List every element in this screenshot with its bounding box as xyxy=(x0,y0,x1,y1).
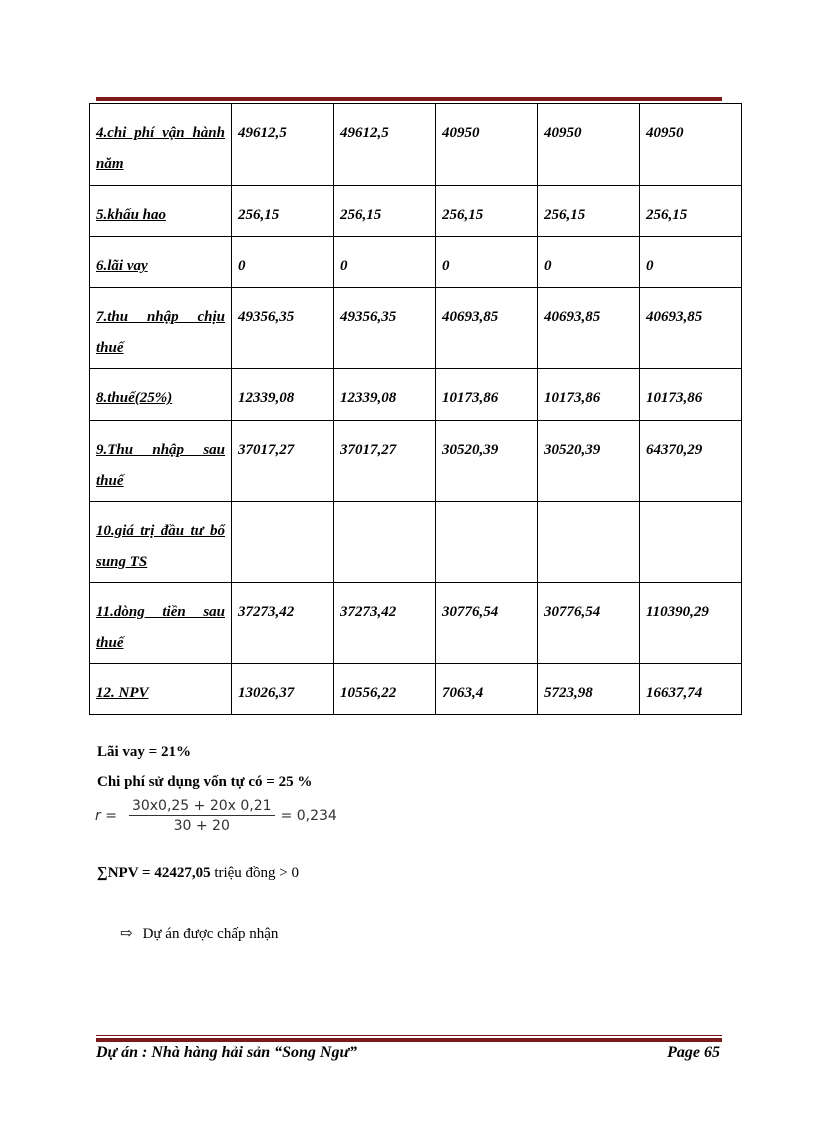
npv-suffix: triệu đồng > 0 xyxy=(210,865,300,881)
value-cell: 49356,35 xyxy=(232,288,334,369)
equity-cost-text: Chi phí sử dụng vốn tự có = 25 % xyxy=(97,774,313,790)
value-cell: 256,15 xyxy=(334,186,436,237)
table-row xyxy=(90,288,742,369)
row-label-cell xyxy=(90,237,232,288)
table-row xyxy=(90,186,742,237)
row-label-cell xyxy=(90,288,232,369)
value-cell: 10173,86 xyxy=(538,369,640,421)
row-label: 5.khấu hao xyxy=(96,207,167,223)
interest-rate-text: Lãi vay = 21% xyxy=(97,744,191,760)
table-row xyxy=(90,237,742,288)
value-cell: 10173,86 xyxy=(436,369,538,421)
value-cell: 256,15 xyxy=(436,186,538,237)
value-cell: 40693,85 xyxy=(640,288,742,369)
npv-prefix: ∑NPV = xyxy=(97,865,155,881)
conclusion-text: Dự án được chấp nhận xyxy=(142,926,279,942)
value-cell: 256,15 xyxy=(640,186,742,237)
row-label-cell xyxy=(90,664,232,715)
formula-result: = 0,234 xyxy=(280,808,337,824)
row-label: 4.chi phí vận hành năm xyxy=(96,125,225,172)
row-label: 8.thuế(25%) xyxy=(96,390,173,406)
formula-numerator: 30x0,25 + 20x 0,21 xyxy=(129,798,275,816)
value-cell: 37273,42 xyxy=(232,583,334,664)
page-number: Page 65 xyxy=(667,1044,720,1061)
value-cell: 13026,37 xyxy=(232,664,334,715)
table-row xyxy=(90,583,742,664)
table-row xyxy=(90,502,742,583)
arrow-icon: ⇨ xyxy=(120,926,133,942)
row-label: 9.Thu nhập sau thuế xyxy=(96,442,225,489)
value-cell: 12339,08 xyxy=(232,369,334,421)
row-label: 12. NPV xyxy=(96,685,149,701)
value-cell: 49612,5 xyxy=(232,104,334,186)
row-label: 10.giá trị đầu tư bổ sung TS xyxy=(96,523,225,570)
value-cell xyxy=(436,502,538,583)
row-label: 11.dòng tiền sau thuế xyxy=(96,604,225,651)
value-cell: 0 xyxy=(640,237,742,288)
value-cell: 30776,54 xyxy=(538,583,640,664)
value-cell: 30776,54 xyxy=(436,583,538,664)
value-cell: 40693,85 xyxy=(436,288,538,369)
row-label-cell xyxy=(90,186,232,237)
formula-fraction xyxy=(129,798,275,834)
value-cell: 0 xyxy=(232,237,334,288)
value-cell: 40693,85 xyxy=(538,288,640,369)
conclusion-line xyxy=(120,924,278,943)
value-cell: 0 xyxy=(538,237,640,288)
row-label-cell xyxy=(90,104,232,186)
value-cell: 37017,27 xyxy=(334,421,436,502)
value-cell xyxy=(640,502,742,583)
value-cell: 40950 xyxy=(436,104,538,186)
value-cell: 37017,27 xyxy=(232,421,334,502)
value-cell: 10173,86 xyxy=(640,369,742,421)
value-cell: 40950 xyxy=(640,104,742,186)
value-cell: 37273,42 xyxy=(334,583,436,664)
cash-flow-table xyxy=(89,103,742,715)
value-cell xyxy=(232,502,334,583)
value-cell: 64370,29 xyxy=(640,421,742,502)
value-cell: 16637,74 xyxy=(640,664,742,715)
row-label: 7.thu nhập chịu thuế xyxy=(96,309,225,356)
table-row xyxy=(90,104,742,186)
npv-value: 42427,05 xyxy=(154,865,211,881)
table-row xyxy=(90,421,742,502)
value-cell: 5723,98 xyxy=(538,664,640,715)
value-cell: 110390,29 xyxy=(640,583,742,664)
value-cell: 12339,08 xyxy=(334,369,436,421)
value-cell xyxy=(538,502,640,583)
value-cell: 7063,4 xyxy=(436,664,538,715)
value-cell: 30520,39 xyxy=(538,421,640,502)
row-label-cell xyxy=(90,583,232,664)
row-label-cell xyxy=(90,502,232,583)
formula-variable: r = xyxy=(95,808,117,824)
footer-project-title: Dự án : Nhà hàng hải sản “Song Ngư” xyxy=(96,1044,358,1061)
discount-rate-formula xyxy=(95,798,337,834)
value-cell: 0 xyxy=(334,237,436,288)
row-label-cell xyxy=(90,369,232,421)
value-cell: 30520,39 xyxy=(436,421,538,502)
value-cell: 0 xyxy=(436,237,538,288)
value-cell: 10556,22 xyxy=(334,664,436,715)
value-cell: 256,15 xyxy=(538,186,640,237)
formula-denominator: 30 + 20 xyxy=(173,818,230,834)
value-cell: 40950 xyxy=(538,104,640,186)
value-cell xyxy=(334,502,436,583)
row-label: 6.lãi vay xyxy=(96,258,148,274)
value-cell: 256,15 xyxy=(232,186,334,237)
table-row xyxy=(90,369,742,421)
value-cell: 49612,5 xyxy=(334,104,436,186)
npv-sum-text xyxy=(97,865,299,882)
table-row xyxy=(90,664,742,715)
row-label-cell xyxy=(90,421,232,502)
value-cell: 49356,35 xyxy=(334,288,436,369)
footer-rule xyxy=(96,1035,722,1042)
